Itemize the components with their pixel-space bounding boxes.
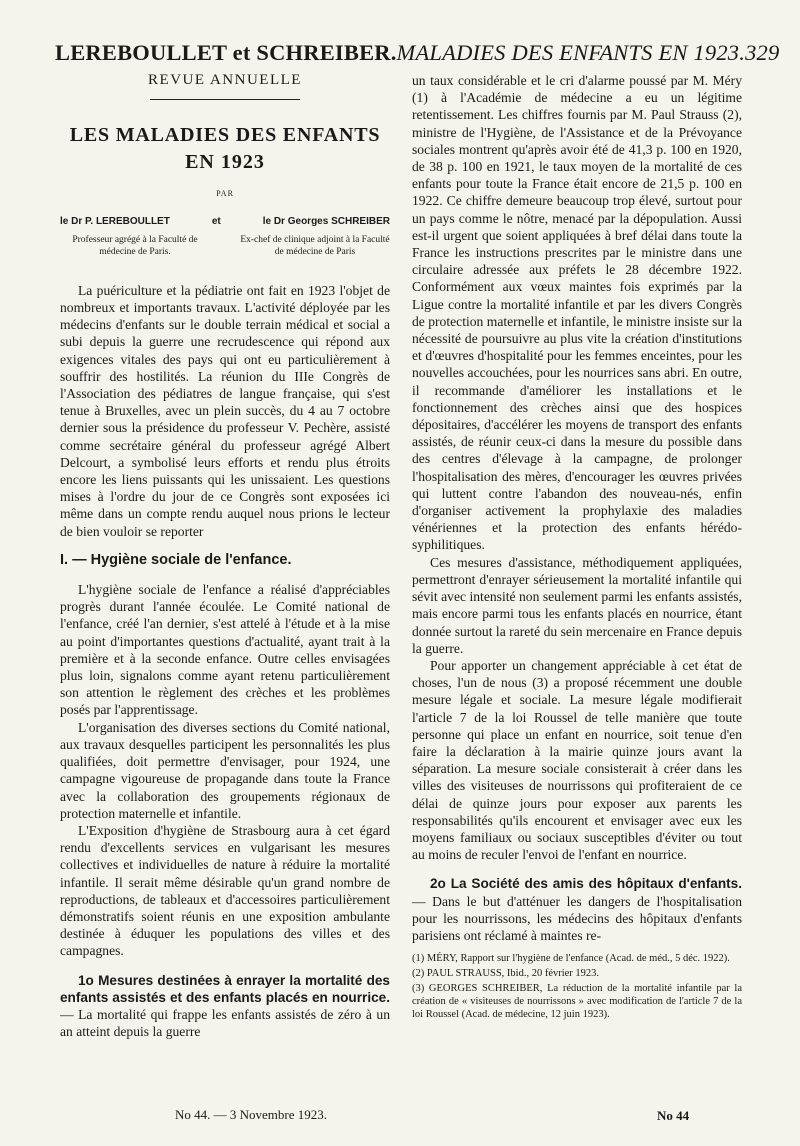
issue-number: No 44 xyxy=(657,1108,690,1123)
article-title: LES MALADIES DES ENFANTS xyxy=(69,124,381,147)
author-conjunction: et xyxy=(211,215,221,227)
paragraph: L'hygiène sociale de l'enfance a réalisé d'appréciables progrès durant l'année écoulée. Le Comité national de l'enfance, créé l'an dernier, s'est attelé à l'étude et à la mise au point d'importantes questions d'actualité, ayant trait à la première et à la seconde enfance. Outre celles envisagées plus loin, signalons comme ayant retenu particulièrement son attention le règlement des crèches et les problèmes posés par l'apprentissage. xyxy=(60,582,390,718)
affiliation-2: Ex-chef de clinique adjoint à la Faculté de médecine de Paris xyxy=(240,234,390,257)
divider xyxy=(150,99,300,100)
footnotes xyxy=(412,952,742,1021)
footnote: (2) PAUL STRAUSS, Ibid., 20 février 1923. xyxy=(412,968,600,980)
footnote: (3) GEORGES SCHREIBER, La réduction de la mortalité infantile par la création de « visiteuses de nourrissons » avec modification de l'article 7 de la loi Roussel (Acad. de médecine, 12 juin 1923). xyxy=(412,983,742,1021)
issue-footer: No 44. — 3 Novembre 1923. xyxy=(175,1107,328,1122)
paragraph-text: — Dans le but d'atténuer les dangers de l'hospitalisation pour les nourrissons, les médecins des hôpitaux d'enfants parisiens ont réclamé à maintes re- xyxy=(412,893,742,943)
paragraph: L'organisation des diverses sections du Comité national, aux travaux desquelles participent les personnalités les plus qualifiées, doit permettre d'envisager, pour 1924, une campagne vigoureuse de propagande dans toute la France avec la collaboration des groupements régionaux de protection maternelle et infantile. xyxy=(60,719,390,821)
paragraph: L'Exposition d'hygiène de Strasbourg aura à cet égard rendu d'excellents services en vulgarisant les mesures collectives et individuelles de nature à réduire la mortalité infantile. Il serait même désirable qu'un grand nombre de reproductions, de tableaux et d'accessoires particulièrement démonstratifs soient réunis en une exposition ambulante destinée à éduquer les populations des villes et des campagnes. xyxy=(60,822,390,959)
running-head-authors: LEREBOULLET et SCHREIBER. xyxy=(55,40,397,65)
paragraph xyxy=(60,972,390,1041)
running-head-title: MALADIES DES ENFANTS EN 1923. xyxy=(396,40,746,65)
paragraph: La puériculture et la pédiatrie ont fait en 1923 l'objet de nombreux et importants travaux. L'activité déployée par les médecins d'enfants sur le double terrain médical et social a subi depuis la guerre une recrudescence qui répond aux exigences vitales des pays qui ont eu particulièrement à souffrir des hostilités. La réunion du IIIe Congrès de l'Association des pédiatres de langue française, qui s'est tenue à Bruxelles, avec un plein succès, du 4 au 7 octobre dernier sous la présidence du professeur V. Pechère, assisté comme secrétaire général du professeur agrégé Albert Delcourt, a symbolisé leurs efforts et rendu plus étroits encore les liens puissants qui les unissaient. Les questions mises à l'ordre du jour de ce Congrès sont exposées ici même dans un compte rendu auquel nous prions le lecteur de bien vouloir se reporter xyxy=(60,282,390,539)
article-year: EN 1923 xyxy=(185,151,265,174)
running-head xyxy=(55,40,780,66)
paragraph: Pour apporter un changement appréciable à cet état de choses, l'un de nous (3) a proposé récemment une double mesure légale et sociale. La mesure légale modifierait l'article 7 de la loi Roussel de telle manière que toute personne qui place un enfant en nourrice, soit tenue d'en faire la déclaration à la mairie quinze jours avant la séparation. La mesure sociale consisterait à créer dans les villes des visiteuses de nourrissons qui profiteraient de ce délai de quinze jours pour exposer aux parents les responsabilités qu'ils encourent et envisager avec eux les moyens familiaux ou sociaux susceptibles d'éviter ou tout au moins de reculer l'envoi de l'enfant en nourrice. xyxy=(412,657,742,863)
by-label: PAR xyxy=(216,189,234,199)
author-1: le Dr P. LEREBOULLET xyxy=(60,215,170,227)
left-column xyxy=(60,72,390,1040)
author-2: le Dr Georges SCHREIBER xyxy=(262,215,390,227)
paragraph: Ces mesures d'assistance, méthodiquement appliquées, permettront d'enrayer sérieusement la mortalité infantile qui sévit avec intensité non seulement parmi les enfants assistés, mais encore parmi tous les enfants placés en nourrice, étant donnée surtout la rareté du sein mercenaire en France depuis la guerre. xyxy=(412,554,742,656)
authors-row xyxy=(60,213,390,230)
spacer xyxy=(60,569,390,581)
subheading: 1o Mesures destinées à enrayer la mortalité des enfants assistés et des enfants placés en nourrice. xyxy=(60,972,390,1005)
spacer xyxy=(412,863,742,875)
subheading: 2o La Société des amis des hôpitaux d'enfants. xyxy=(430,876,742,892)
section-heading: I. — Hygiène sociale de l'enfance. xyxy=(60,551,292,568)
page-number: 329 xyxy=(745,40,780,65)
spacer xyxy=(60,960,390,972)
paragraph xyxy=(412,875,742,944)
paragraph: un taux considérable et le cri d'alarme poussé par M. Méry (1) à l'Académie de médecine a eu un légitime retentissement. Les chiffres fournis par M. Paul Strauss (2), ministre de l'Hygiène, de l'Assistance et de la Prévoyance sociales montrent qu'après avoir été de 41,3 p. 100 en 1920, de 38 p. 100 en 1921, le taux moyen de la mortalité de ces enfants pour toute la France était encore de 21,5 p. 100 en 1922. Ce chiffre demeure beaucoup trop élevé, surtout pour un pays comme le nôtre, menacé par la dépopulation. Aussi est-il urgent que soient appliquées à bref délai dans toute la France les instructions prescrites par le ministre dans une circulaire adressée aux préfets le 28 décembre 1922. Conformément aux vœux maintes fois exprimés par la Ligue contre la mortalité infantile et par les divers Congrès de protection maternelle et infantile, le ministre insiste sur la nécessité de poursuivre au plus vite la création d'institutions et d'œuvres d'hospitalité pour les femmes enceintes, pour les nouvelles accouchées, pour les nourrices sans abri. En outre, il recommande d'améliorer les installations et le fonctionnement des crèches ainsi que des hospices dépositaires, d'accélérer les moyens de transport des enfants assistés, de réunir ceux-ci dans la mesure du possible dans des centres d'élevage à la campagne, de prolonger l'hospitalisation des mères, d'encourager les œuvres privées qui luttent contre l'abandon des nouveau-nés, enfin d'organiser activement la prophylaxie des maladies vénériennes et la protection des enfants hérédo-syphilitiques. xyxy=(412,73,742,553)
paragraph-text: — La mortalité qui frappe les enfants assistés de zéro à un an atteint depuis la guerre xyxy=(60,1006,390,1040)
spacer xyxy=(60,540,390,552)
affiliations xyxy=(60,234,390,258)
section-label: REVUE ANNUELLE xyxy=(148,72,302,88)
affiliation-1: Professeur agrégé à la Faculté de médecine de Paris. xyxy=(72,234,198,257)
right-column xyxy=(412,72,742,1023)
footnote: (1) MÉRY, Rapport sur l'hygiène de l'enfance (Acad. de méd., 5 déc. 1922). xyxy=(412,953,730,965)
